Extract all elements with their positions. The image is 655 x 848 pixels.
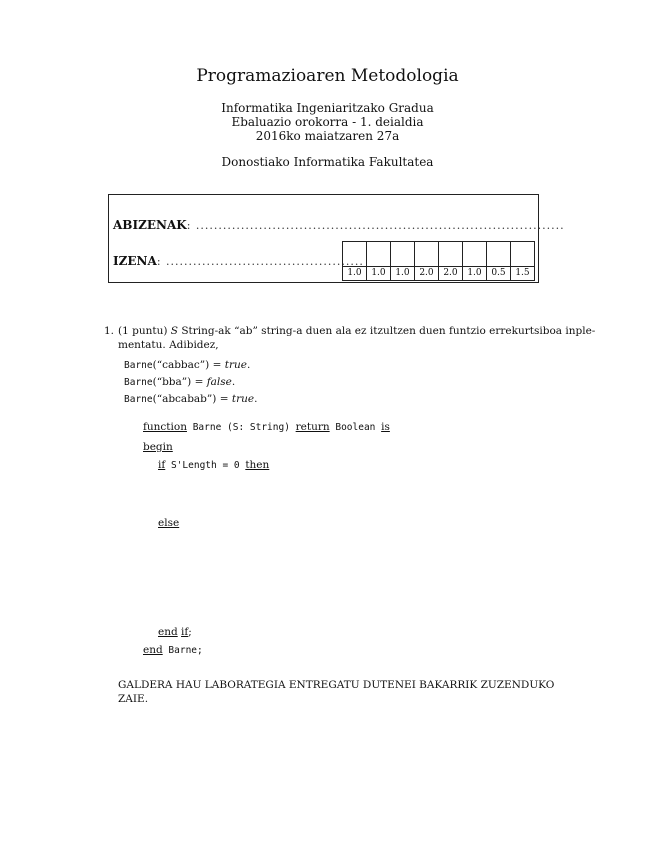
keyword-function: function [143,421,187,433]
score-max: 2.0 [415,267,439,281]
name-field[interactable] [113,250,364,269]
example-end: . [254,393,258,405]
score-max: 1.0 [343,267,367,281]
code-ret-type: Boolean [329,422,382,433]
score-cell[interactable] [463,242,487,267]
example-func: Barne [124,360,153,371]
degree-name: Informatika Ingeniaritzako Gradua [221,101,434,115]
keyword-then: then [245,459,270,471]
code-semicolon: ; [188,626,192,638]
note-line2: ZAIE. [118,693,149,705]
code-sig: Barne (S: String) [186,422,296,433]
example-arg: (“abcabab”) = [152,393,232,405]
example-result: false [206,376,232,388]
score-cell[interactable] [487,242,511,267]
example-func: Barne [124,377,153,388]
keyword-is: is [381,421,390,433]
keyword-end: end [158,626,178,638]
example-result: true [231,393,255,405]
example-result: true [224,359,247,371]
keyword-end: end [143,644,163,656]
score-cell[interactable] [391,242,415,267]
example-func: Barne [124,394,153,405]
score-cell[interactable] [415,242,439,267]
example-end: . [231,376,236,388]
keyword-if: if [181,626,189,638]
score-table [342,241,535,281]
score-cell[interactable] [367,242,391,267]
code-end-name: Barne; [162,645,203,656]
surname-dots: : .................................................................................. [186,219,565,232]
score-max: 1.0 [367,267,391,281]
question-points: (1 puntu) [118,325,168,337]
keyword-return: return [295,421,330,433]
example-arg: (“bba”) = [152,376,207,388]
code-end-if [158,625,192,639]
code-signature [143,420,390,435]
keyword-begin: begin [143,441,173,453]
note-line1: GALDERA HAU LABORATEGIA ENTREGATU DUTENEI BAKARRIK ZUZENDUKO [118,679,555,691]
code-if [158,458,269,473]
example-line [124,392,257,407]
question-text-line2: mentatu. Adibidez, [118,339,219,351]
code-end-func [143,643,203,658]
page-title: Programazioaren Metodologia [196,66,459,86]
code-condition: S'Length = 0 [165,460,246,471]
example-line [124,358,250,373]
question-text: String-ak “ab” string-a duen ala ez itzultzen duen funtzio errekurtsiboa inple- [178,325,596,337]
code-begin [143,440,173,454]
surname-label: ABIZENAK [113,218,187,232]
faculty-name: Donostiako Informatika Fakultatea [221,155,434,169]
surname-field[interactable] [113,214,565,233]
name-label: IZENA [113,254,157,268]
score-max: 1.0 [463,267,487,281]
question-number: 1. [104,325,115,337]
score-max: 0.5 [487,267,511,281]
score-cell[interactable] [343,242,367,267]
exam-date: 2016ko maiatzaren 27a [255,129,400,143]
question-var: S [170,325,178,337]
score-max: 1.5 [511,267,535,281]
example-arg: (“cabbac”) = [152,359,225,371]
code-else [158,516,179,530]
keyword-if: if [158,459,166,471]
question-text-line1 [118,324,595,338]
score-cell[interactable] [511,242,535,267]
example-line [124,375,235,390]
example-end: . [246,359,251,371]
score-max: 1.0 [391,267,415,281]
score-cell[interactable] [439,242,463,267]
keyword-else: else [158,517,180,529]
exam-session: Ebaluazio orokorra - 1. deialdia [231,115,424,129]
name-dots: : ............................................ [156,255,364,268]
score-max: 2.0 [439,267,463,281]
